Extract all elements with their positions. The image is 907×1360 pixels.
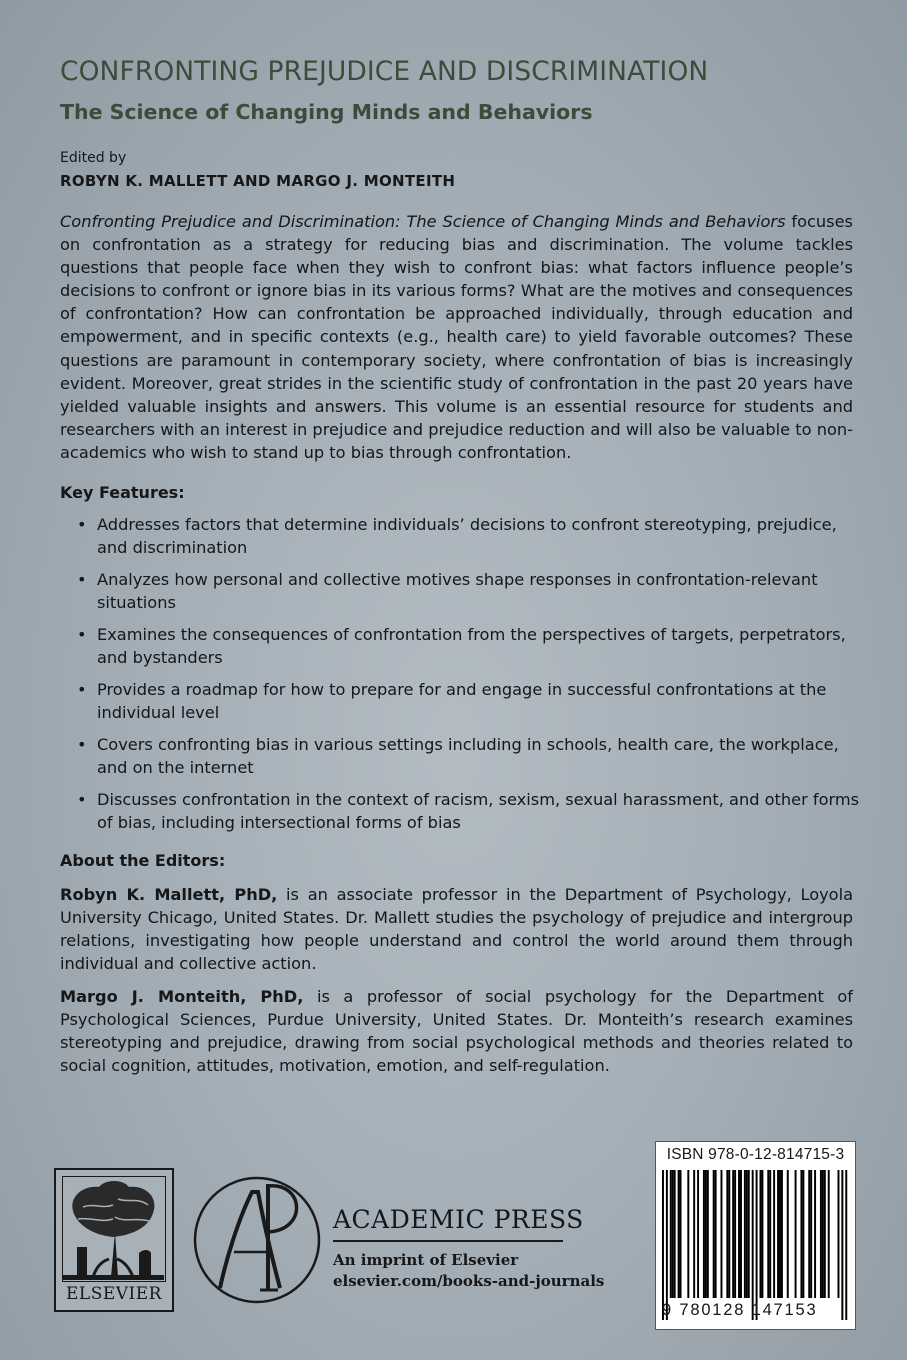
feature-text: Provides a roadmap for how to prepare for and engage in successful confrontations at the individual level [97,680,827,722]
academic-press-ap-icon [192,1160,322,1320]
feature-item [60,788,860,834]
feature-text: Analyzes how personal and collective motives shape responses in confrontation-relevant situations [97,570,818,612]
editor-bio-mallett [60,883,853,975]
description-italic-title: Confronting Prejudice and Discrimination: The Science of Changing Minds and Behaviors [60,212,786,231]
book-subtitle: The Science of Changing Minds and Behaviors [60,100,593,124]
barcode-bar [728,1170,730,1298]
isbn-barcode [655,1141,856,1330]
barcode-bar [773,1170,775,1298]
barcode-bar [787,1170,789,1298]
barcode-bar [810,1170,812,1298]
barcode-bar [732,1170,734,1298]
editors-names: ROBYN K. MALLETT AND MARGO J. MONTEITH [60,172,456,190]
elsevier-wordmark: ELSEVIER [66,1284,162,1304]
book-description [60,210,853,464]
barcode-bar [767,1170,769,1298]
key-features-list [60,513,860,843]
editor-name: Margo J. Monteith, PhD, [60,987,304,1006]
editor-name: Robyn K. Mallett, PhD, [60,885,278,904]
barcode-bar [707,1170,709,1298]
barcode-bar [800,1170,802,1298]
barcode-bar [740,1170,742,1298]
bullet-icon: • [77,735,87,754]
barcode-bar [697,1170,699,1298]
barcode-bar [670,1170,672,1298]
barcode-bar [662,1170,664,1320]
key-features-heading: Key Features: [60,483,185,502]
edited-by-label: Edited by [60,150,127,166]
barcode-bar [820,1170,822,1298]
barcode-bar [713,1170,715,1298]
barcode-bar [715,1170,717,1298]
feature-text: Examines the consequences of confrontation from the perspectives of targets, perpetrators, and bystanders [97,625,846,667]
barcode-bar [738,1170,740,1298]
barcode-bar [744,1170,746,1298]
divider-line [333,1240,563,1242]
feature-item [60,623,860,669]
barcode-bars [660,1170,851,1320]
editor-bio-text: is a professor of social psychology for the Department of Psychological Sciences, Purdue University, United States. Dr. Monteith’s research examines stereotyping and prejudice, drawing from social psychological methods and theories related to social cognition, attitudes, motivation, emotion, and self-regulation. [60,987,853,1075]
bullet-icon: • [77,680,87,699]
barcode-bar [756,1170,758,1320]
barcode-bar [841,1170,843,1320]
barcode-bar [777,1170,779,1298]
feature-item [60,678,860,724]
barcode-digits: 9 780128 147153 [662,1301,818,1319]
book-title: CONFRONTING PREJUDICE AND DISCRIMINATION [60,56,709,87]
feature-item [60,733,860,779]
elsevier-logo [54,1168,174,1312]
barcode-bar [814,1170,816,1298]
barcode-bar [734,1170,736,1298]
bullet-icon: • [77,570,87,589]
barcode-bar [674,1170,676,1298]
barcode-bar [687,1170,689,1298]
barcode-bar [845,1170,847,1320]
feature-text: Addresses factors that determine individuals’ decisions to confront stereotyping, prejudice, and discrimination [97,515,837,557]
barcode-bar [824,1170,826,1298]
barcode-bar [680,1170,682,1298]
barcode-bar [838,1170,840,1298]
barcode-bar [705,1170,707,1298]
barcode-bar [795,1170,797,1298]
bullet-icon: • [77,790,87,809]
publisher-website: elsevier.com/books-and-journals [333,1272,605,1290]
editor-bio-text: is an associate professor in the Department of Psychology, Loyola University Chicago, United States. Dr. Mallett studies the psychology of prejudice and intergroup relations, investigating how people understand and control the world around them through individual and collective action. [60,885,853,973]
description-body: focuses on confrontation as a strategy for reducing bias and discrimination. The volume tackles questions that people face when they wish to confront bias: what factors influence people’s decisions to confront or ignore bias in its various forms? What are the motives and consequences of confrontation? How can confrontation be approached individually, through education and empowerment, and in specific contexts (e.g., health care) to yield favorable outcomes? These questions are paramount in contemporary society, where confrontation of bias is increasingly evident. Moreover, great strides in the scientific study of confrontation in the past 20 years have yielded valuable insights and answers. This volume is an essential resource for students and researchers with an interest in prejudice and prejudice reduction and will also be valuable to non-academics who wish to stand up to bias through confrontation. [60,212,853,462]
imprint-text: An imprint of Elsevier [333,1251,519,1269]
bullet-icon: • [77,515,87,534]
editor-bio-monteith [60,985,853,1077]
barcode-bar [828,1170,830,1298]
barcode-bar [822,1170,824,1298]
barcode-bar [678,1170,680,1298]
barcode-bar [761,1170,763,1298]
feature-text: Discusses confrontation in the context of racism, sexism, sexual harassment, and other forms of bias, including intersectional forms of bias [97,790,860,832]
feature-item [60,568,860,614]
elsevier-tree-icon [62,1176,166,1282]
barcode-bar [779,1170,781,1298]
barcode-bar [703,1170,705,1298]
barcode-bar [802,1170,804,1298]
barcode-bar [666,1170,668,1320]
bullet-icon: • [77,625,87,644]
feature-item [60,513,860,559]
feature-text: Covers confronting bias in various settings including in schools, health care, the workplace, and on the internet [97,735,839,777]
barcode-bar [769,1170,771,1298]
barcode-bar [752,1170,754,1320]
barcode-bar [760,1170,762,1298]
barcode-bar [748,1170,750,1298]
barcode-bar [672,1170,674,1298]
academic-press-wordmark: ACADEMIC PRESS [333,1205,584,1234]
barcode-bar [808,1170,810,1298]
about-editors-heading: About the Editors: [60,851,226,870]
barcode-bar [693,1170,695,1298]
isbn-label: ISBN 978-0-12-814715-3 [666,1146,845,1163]
barcode-bar [726,1170,728,1298]
barcode-bar [721,1170,723,1298]
barcode-bar [746,1170,748,1298]
barcode-bar [781,1170,783,1298]
